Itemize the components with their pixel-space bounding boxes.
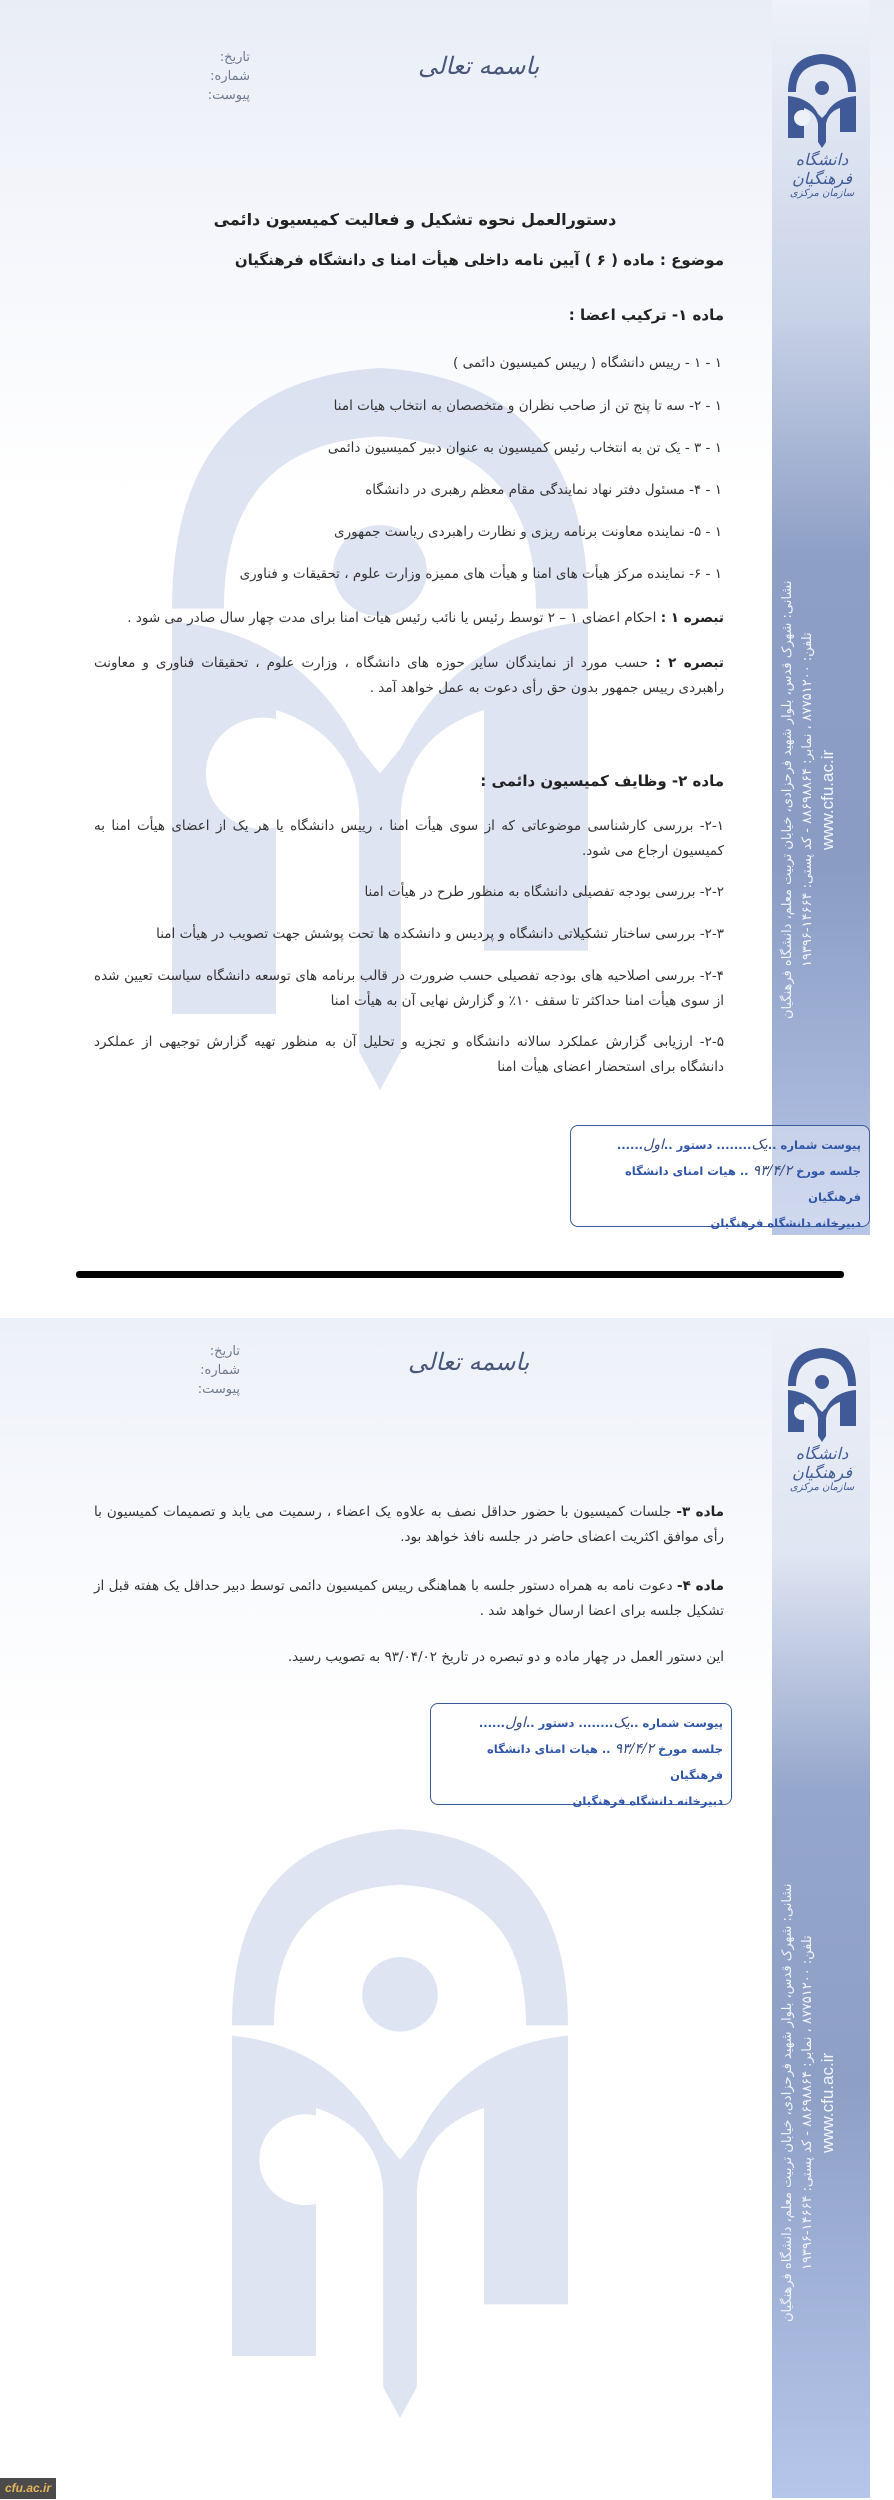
letter-page-1 <box>0 0 894 1240</box>
letter-page-2 <box>0 1318 894 2500</box>
stamp-agenda-number: اول <box>643 1137 664 1153</box>
note-2-text: حسب مورد از نمایندگان سایر حوزه های دانشگاه ، وزارت علوم ، تحقیقات فناوری و معاونت راهبردی رییس جمهور بدون حق رأی دعوت به عمل خواهد آمد . <box>94 655 724 696</box>
logo-emblem-icon <box>782 1346 862 1442</box>
article-2-item: ۲-۲- بررسی بودجه تفصیلی دانشگاه به منظور طرح در هیأت امنا <box>364 884 724 900</box>
page-divider <box>76 1271 844 1278</box>
stamp-attachment-number: یک <box>613 1715 630 1731</box>
contact-line: تلفن: ۸۷۷۵۱۲۰۰ ، نمابر: ۸۸۶۹۸۸۶۴ - کد پستی: ۱۴۶۶۴-۱۹۳۹۶ <box>800 1935 815 2271</box>
number-field-label: شماره: <box>200 1363 240 1378</box>
article-1-item: ۱ - ۵- نماینده معاونت برنامه ریزی و نظارت راهبردی ریاست جمهوری <box>334 524 722 540</box>
address-line: نشانی: شهرک قدس، بلوار شهید فرحزادی، خیابان تربیت معلم، دانشگاه فرهنگیان <box>780 580 795 1020</box>
article-2-item: ۲-۳- بررسی ساختار تشکیلاتی دانشگاه و پردیس و دانشکده ها تحت پوشش جهت تصویب در هیأت امنا <box>156 926 724 942</box>
attachment-field-label: پیوست: <box>207 88 250 103</box>
article-4 <box>94 1574 724 1624</box>
address-line: نشانی: شهرک قدس، بلوار شهید فرحزادی، خیابان تربیت معلم، دانشگاه فرهنگیان <box>780 1883 795 2323</box>
university-name: دانشگاه فرهنگیان <box>791 150 853 188</box>
stamp-session-date: ۹۳/۴/۲ <box>614 1741 655 1757</box>
stamp-line-2: جلسه مورخ ۹۳/۴/۲ .. هیات امنای دانشگاه فرهنگیان <box>486 1741 723 1782</box>
letterhead-sidebar <box>772 1318 870 2498</box>
date-field-label: تاریخ: <box>219 50 250 65</box>
number-field-label: شماره: <box>210 69 250 84</box>
letterhead-sidebar <box>772 0 870 1235</box>
article-4-label: ماده ۴- <box>676 1578 724 1594</box>
approval-stamp <box>570 1125 870 1230</box>
note-1-label: تبصره ۱ : <box>660 610 724 626</box>
article-3 <box>94 1500 724 1550</box>
letter-meta-fields <box>200 48 250 105</box>
article-4-text: دعوت نامه به همراه دستور جلسه با هماهنگی رییس کمیسیون دائمی توسط دبیر حداقل یک هفته قبل از تشکیل جلسه برای اعضا ارسال خواهد شد . <box>94 1578 724 1619</box>
note-2-label: تبصره ۲ : <box>655 655 724 671</box>
document-subject: موضوع : ماده ( ۶ ) آیین نامه داخلی هیأت امنا ی دانشگاه فرهنگیان <box>234 251 724 269</box>
note-1-text: احکام اعضای ۱ – ۲ توسط رئیس یا نائب رئیس هیات امنا برای مدت چهار سال صادر می شود . <box>127 610 661 626</box>
note-2 <box>94 651 724 701</box>
bismillah-heading: باسمه تعالی <box>408 1348 530 1376</box>
stamp-line-1: پیوست شماره ..یک........ دستور ..اول...... <box>478 1715 723 1731</box>
stamp-line-3: دبیرخانه دانشگاه فرهنگیان <box>710 1216 861 1230</box>
website-link[interactable]: www.cfu.ac.ir <box>818 2052 837 2154</box>
university-subtitle: سازمان مرکزی <box>789 188 855 199</box>
logo-emblem-icon <box>782 52 862 148</box>
site-badge-link[interactable]: cfu.ac.ir <box>0 2478 56 2499</box>
stamp-session-date: ۹۳/۴/۲ <box>752 1163 793 1179</box>
university-logo <box>782 1346 862 1493</box>
article-1-item: ۱ - ۳ - یک تن به انتخاب رئیس کمیسیون به عنوان دبیر کمیسیون دائمی <box>327 440 722 456</box>
article-1-heading: ماده ۱- ترکیب اعضا : <box>568 306 724 324</box>
university-name: دانشگاه فرهنگیان <box>791 1444 853 1482</box>
university-logo <box>782 52 862 199</box>
letterhead-address <box>778 1823 864 2383</box>
approval-statement: این دستور العمل در چهار ماده و دو تبصره در تاریخ ۹۳/۰۴/۰۲ به تصویب رسید. <box>287 1649 724 1665</box>
article-2-heading: ماده ۲- وظایف کمیسیون دائمی : <box>480 772 724 790</box>
article-3-label: ماده ۳- <box>676 1504 724 1520</box>
date-field-label: تاریخ: <box>209 1344 240 1359</box>
article-1-item: ۱ - ۱ - رییس دانشگاه ( رییس کمیسیون دائمی ) <box>453 355 722 371</box>
stamp-line-2: جلسه مورخ ۹۳/۴/۲ .. هیات امنای دانشگاه فرهنگیان <box>624 1163 861 1204</box>
watermark-logo <box>190 1798 610 2418</box>
stamp-line-3: دبیرخانه دانشگاه فرهنگیان <box>572 1794 723 1808</box>
letterhead-address <box>778 520 864 1080</box>
article-2-item: ۲-۱- بررسی کارشناسی موضوعاتی که از سوی هیأت امنا ، رییس دانشگاه یا هر یک از اعضای هیأت امنا به کمیسیون ارجاع می شود. <box>94 818 724 859</box>
document-title: دستورالعمل نحوه تشکیل و فعالیت کمیسیون دائمی <box>213 210 617 229</box>
bismillah-heading: باسمه تعالی <box>418 52 540 80</box>
approval-stamp <box>430 1703 732 1808</box>
article-2-item: ۲-۴- بررسی اصلاحیه های بودجه تفصیلی حسب ضرورت در قالب برنامه های توسعه دانشگاه سیاست تعیین شده از سوی هیأت امنا حداکثر تا سقف ۱۰٪ و گزارش نهایی آن به هیأت امنا <box>94 968 724 1009</box>
letter-meta-fields <box>190 1342 240 1399</box>
article-2-item: ۲-۵- ارزیابی گزارش عملکرد سالانه دانشگاه و تجزیه و تحلیل آن به منظور تهیه گزارش توجیهی از عملکرد دانشگاه برای استحضار اعضای هیأت امنا <box>94 1034 724 1075</box>
stamp-line-1: پیوست شماره ..یک........ دستور ..اول...... <box>616 1137 861 1153</box>
article-1-item: ۱ - ۴- مسئول دفتر نهاد نمایندگی مقام معظم رهبری در دانشگاه <box>365 482 722 498</box>
note-1 <box>94 606 724 631</box>
article-1-item: ۱ - ۲- سه تا پنج تن از صاحب نظران و متخصصان به انتخاب هیات امنا <box>333 398 722 414</box>
article-1-item: ۱ - ۶- نماینده مرکز هیأت های امنا و هیأت های ممیزه وزارت علوم ، تحقیقات و فناوری <box>239 566 722 582</box>
contact-line: تلفن: ۸۷۷۵۱۲۰۰ ، نمابر: ۸۸۶۹۸۸۶۴ - کد پستی: ۱۴۶۶۴-۱۹۳۹۶ <box>800 632 815 968</box>
stamp-agenda-number: اول <box>505 1715 526 1731</box>
stamp-attachment-number: یک <box>751 1137 768 1153</box>
website-link[interactable]: www.cfu.ac.ir <box>818 749 837 851</box>
attachment-field-label: پیوست: <box>197 1382 240 1397</box>
university-subtitle: سازمان مرکزی <box>789 1482 855 1493</box>
article-3-text: جلسات کمیسیون با حضور حداقل نصف به علاوه یک اعضاء ، رسمیت می یابد و تصمیمات کمیسیون با رأی موافق اکثریت اعضای حاضر در جلسه نافذ خواهد بود. <box>94 1504 724 1545</box>
